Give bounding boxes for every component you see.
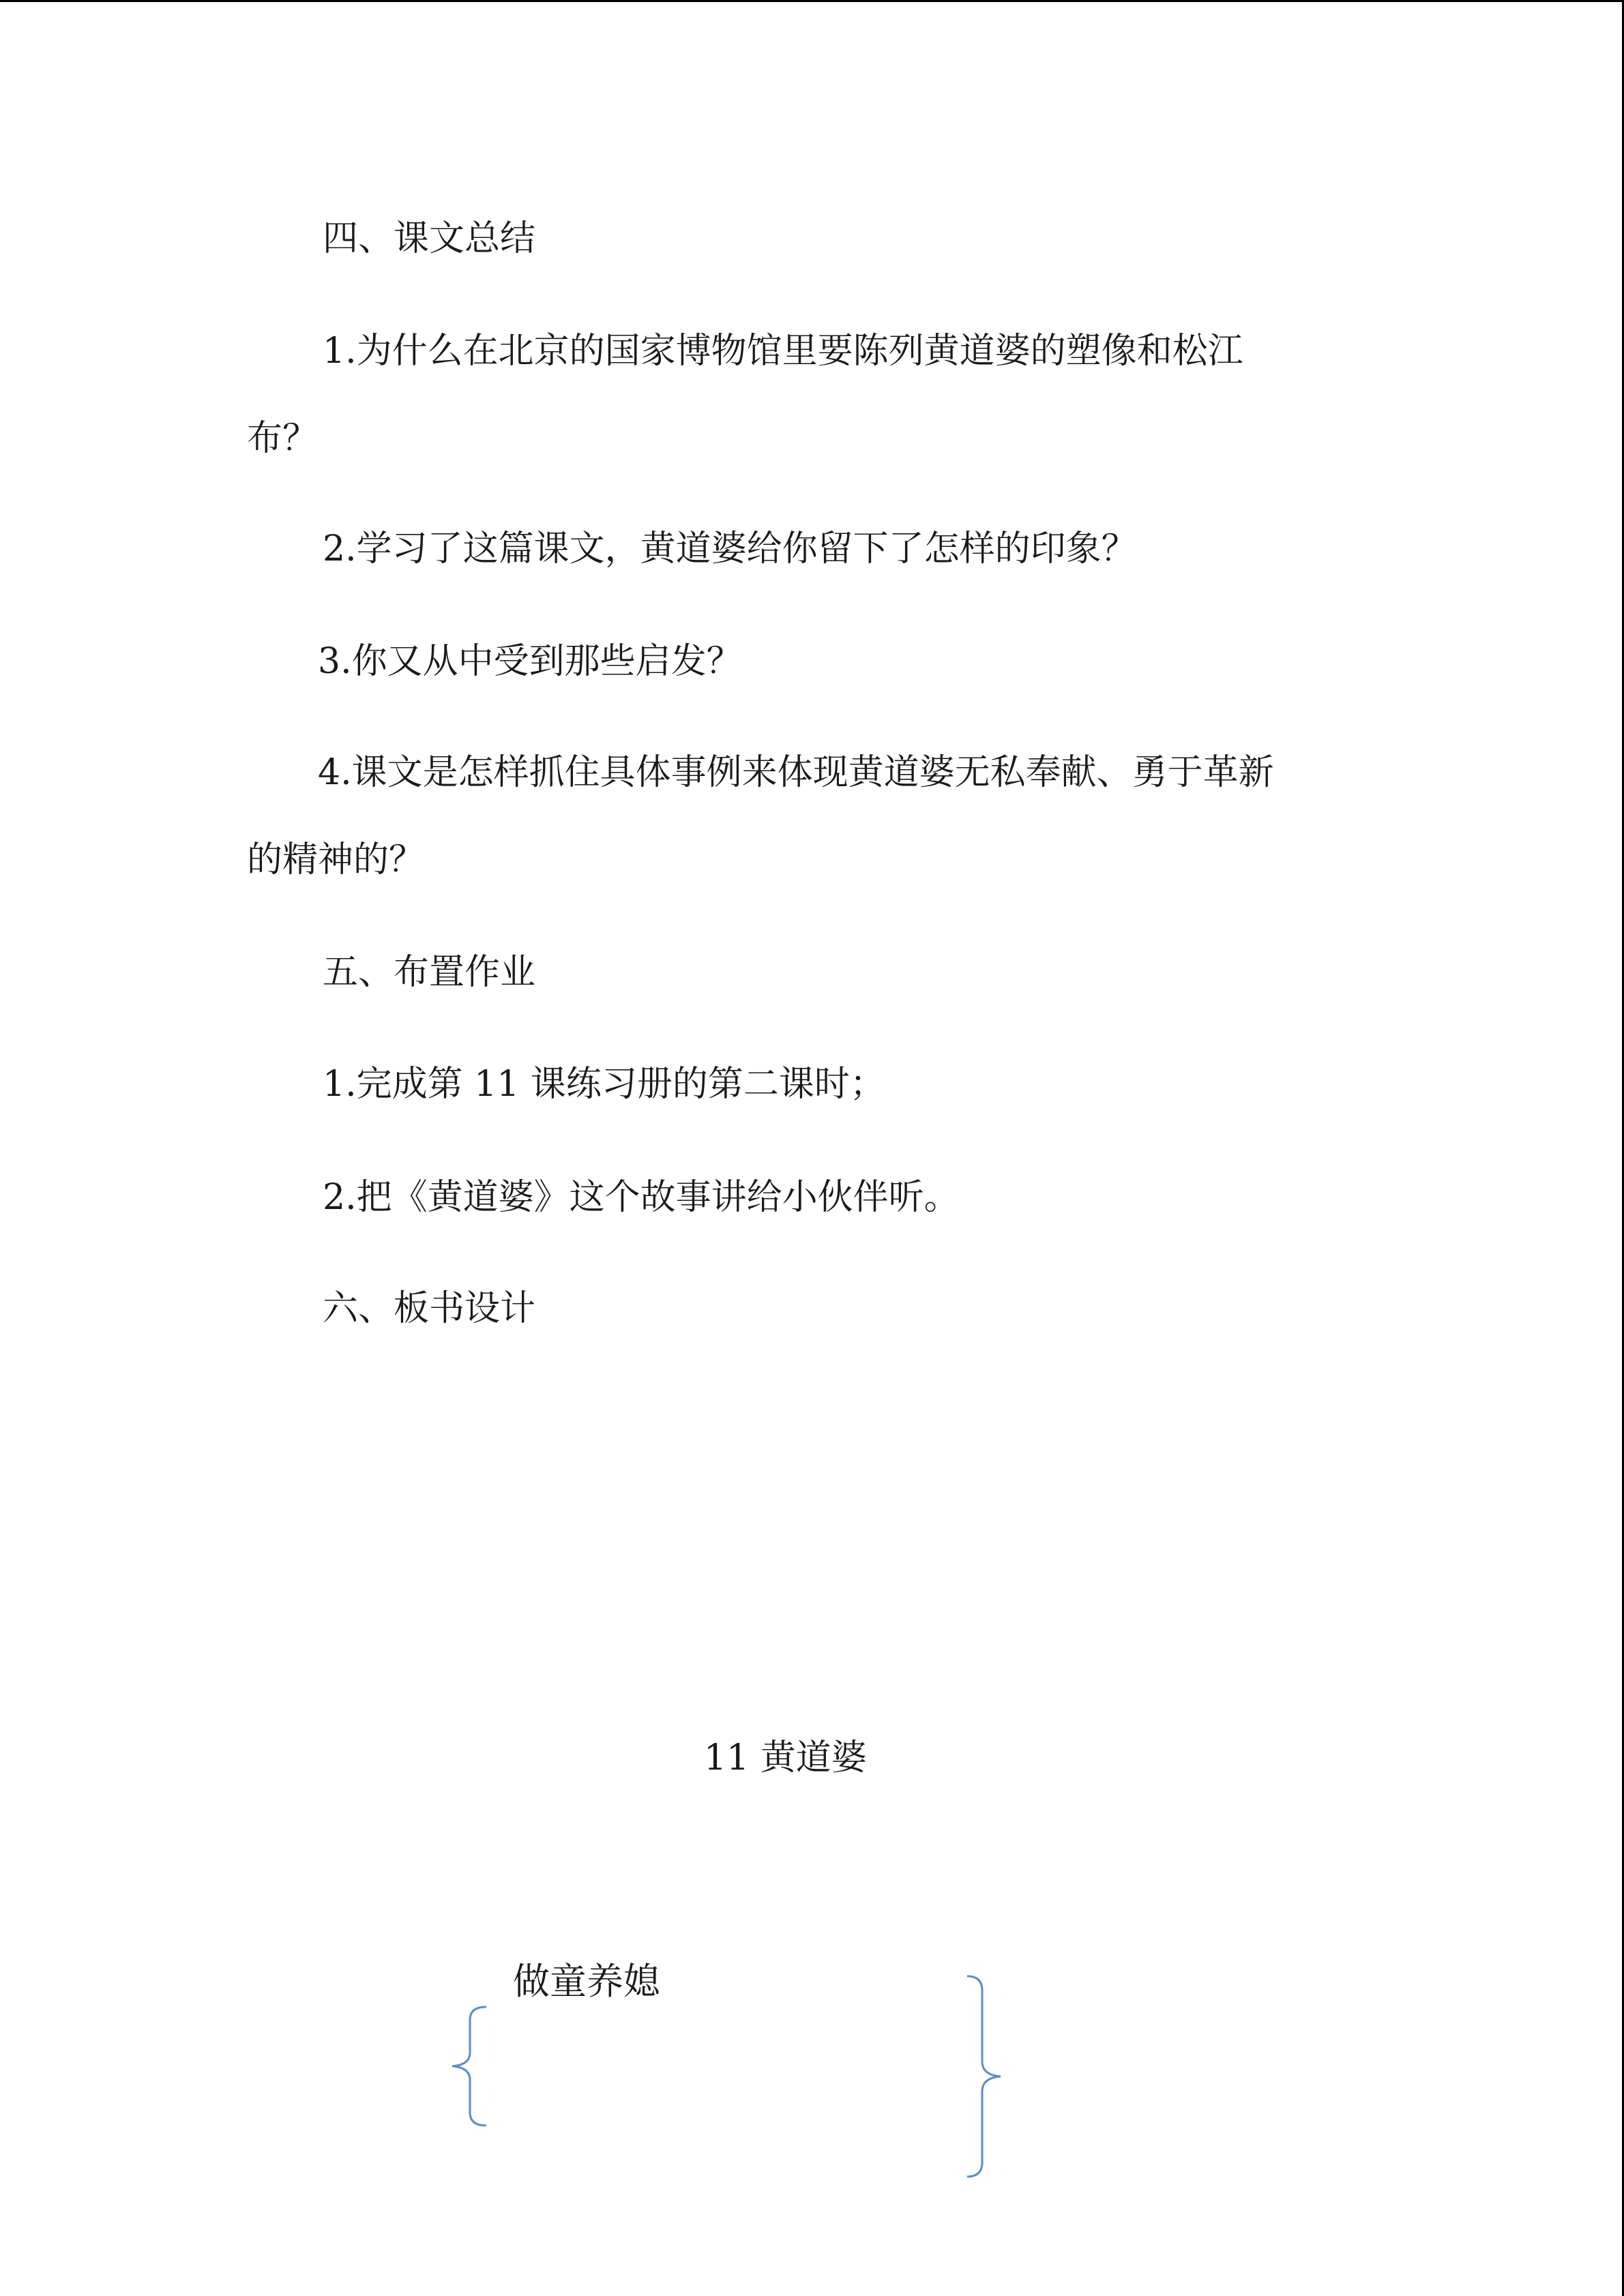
summary-question-3: 3.你又从中受到那些启发？ [318,641,742,682]
summary-question-2: 2.学习了这篇课文，黄道婆给你留下了怎样的印象？ [323,528,1137,569]
board-label-child-bride: 做童养媳 [513,1960,660,2003]
board-title: 11 黄道婆 [704,1738,867,1778]
summary-question-4-line-1: 4.课文是怎样抓住具体事例来体现黄道婆无私奉献、勇于革新 [318,752,1274,793]
top-border [0,0,1624,2]
summary-question-4-line-2: 的精神的？ [247,839,425,880]
left-brace-icon [447,2005,488,2128]
heading-summary: 四、课文总结 [323,218,536,259]
homework-item-1: 1.完成第 11 课练习册的第二课时； [323,1064,885,1105]
heading-homework: 五、布置作业 [323,952,536,993]
right-brace-icon [965,1974,1006,2179]
summary-question-1-line-2: 布？ [247,418,319,459]
heading-board-design: 六、板书设计 [323,1288,536,1329]
homework-item-2: 2.把《黄道婆》这个故事讲给小伙伴听。 [323,1177,960,1218]
summary-question-1-line-1: 1.为什么在北京的国家博物馆里要陈列黄道婆的塑像和松江 [323,331,1243,372]
